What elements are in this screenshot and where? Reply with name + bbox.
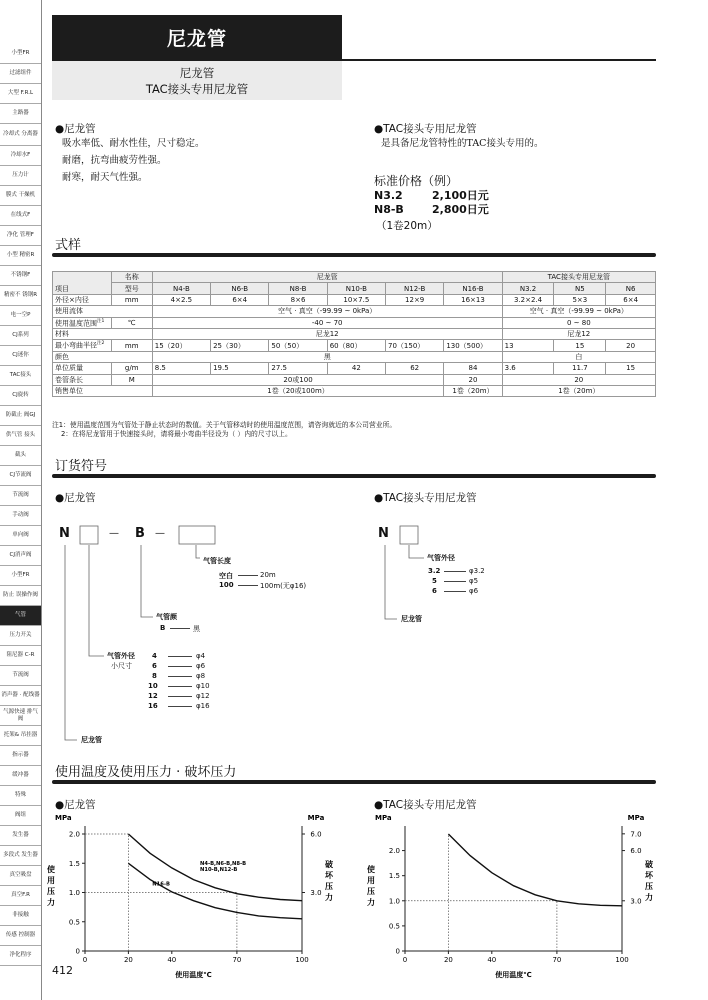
- table-cell: 10×7.5: [327, 294, 385, 305]
- subtitle-box: [52, 61, 342, 100]
- table-cell: 25（30）: [211, 340, 269, 351]
- table-row: [53, 385, 656, 396]
- table-cell: 5×3: [554, 294, 606, 305]
- sidebar-item[interactable]: 过滤组件: [0, 64, 41, 84]
- x-axis-label: 使用温度℃: [495, 971, 532, 979]
- od-code: 12: [148, 692, 158, 700]
- length-desc: 100m(无φ16): [260, 582, 307, 590]
- group-tac-header: TAC接头专用尼龙管: [502, 272, 655, 283]
- y2-axis-label: 坏: [325, 871, 333, 880]
- row-label: 使用流体: [53, 306, 153, 317]
- row-label: [53, 340, 112, 351]
- chart-left: [47, 812, 352, 979]
- table-cell: 空气 · 真空（-99.99 ~ 0kPa）: [502, 306, 655, 317]
- sidebar-item[interactable]: 不锈钢F: [0, 266, 41, 286]
- table-cell: 0 ~ 80: [502, 317, 655, 328]
- charts-section-rule: [52, 780, 656, 784]
- sidebar-item[interactable]: 冷却水F: [0, 146, 41, 166]
- right-od-code: 6: [432, 587, 437, 595]
- table-cell: 1卷（20或100m）: [152, 385, 444, 396]
- intro-right-text: 是具备尼龙管特性的TAC接头专用的。: [381, 138, 544, 149]
- length-title: 气管长度: [203, 557, 231, 565]
- table-cell: 4×2.5: [152, 294, 210, 305]
- page-number: 412: [52, 964, 73, 977]
- price-heading: 标准价格（例）: [374, 174, 459, 188]
- od-subtitle: 小尺寸: [111, 662, 132, 670]
- col-model-header: 型号: [111, 283, 152, 294]
- y-axis-label: 用: [367, 876, 375, 885]
- leader-line: [238, 575, 258, 576]
- leader-line: [168, 676, 192, 677]
- sidebar-item[interactable]: 真空F.R: [0, 886, 41, 906]
- row-label: 销售单位: [53, 385, 153, 396]
- code-dash: —: [155, 528, 165, 539]
- sidebar-item[interactable]: 净化程序: [0, 946, 41, 966]
- x-tick-label: 0: [402, 956, 408, 964]
- y-tick-label: 0: [395, 947, 400, 956]
- od-desc: φ10: [196, 682, 210, 690]
- col-item-header: 项目: [53, 272, 112, 295]
- y2-axis-label: 破: [325, 860, 333, 869]
- row-unit: ℃: [111, 317, 152, 328]
- y2-tick-label: 7.0: [630, 830, 642, 839]
- table-cell: 8×6: [269, 294, 327, 305]
- od-desc: φ6: [196, 662, 206, 670]
- sidebar-item[interactable]: 节流阀: [0, 666, 41, 686]
- od-code: 16: [148, 702, 158, 710]
- sidebar-item[interactable]: 小型 精密R: [0, 246, 41, 266]
- y-axis-label: 力: [367, 898, 375, 907]
- x-axis-label: 使用温度℃: [175, 971, 212, 979]
- y2-tick-label: 3.0: [630, 897, 642, 906]
- model-cell: N16-B: [444, 283, 502, 294]
- sidebar-item[interactable]: 单向阀: [0, 526, 41, 546]
- chart-svg: [47, 812, 352, 979]
- order-right-heading: ●TAC接头专用尼龙管: [374, 492, 477, 504]
- price-value: 2,800日元: [432, 203, 489, 216]
- right-od-code: 3.2: [428, 567, 441, 575]
- leader-line: [444, 591, 466, 592]
- intro-left-text: [62, 135, 205, 186]
- order-section-title: 订货符号: [55, 459, 108, 474]
- x-tick-label: 20: [443, 956, 453, 964]
- series-label-line: N4-B,N6-B,N8-B: [200, 861, 247, 868]
- table-row: [53, 306, 656, 317]
- model-cell: N8-B: [269, 283, 327, 294]
- y-axis-label: 力: [47, 898, 55, 907]
- y2-axis-label: 力: [645, 893, 653, 902]
- sidebar-item[interactable]: 防止 误操作阀: [0, 586, 41, 606]
- table-cell: 白: [502, 351, 655, 362]
- table-cell: 6×4: [211, 294, 269, 305]
- table-cell: -40 ~ 70: [152, 317, 502, 328]
- leader-line: [170, 628, 190, 629]
- series-line: [448, 834, 622, 906]
- table-cell: 3.2×2.4: [502, 294, 554, 305]
- spec-table: [52, 271, 656, 397]
- row-unit: mm: [111, 340, 152, 351]
- chart-svg: [367, 812, 662, 979]
- row-label: 颜色: [53, 351, 153, 362]
- sidebar-item[interactable]: 消声器 · 配线器: [0, 686, 41, 706]
- sidebar-item[interactable]: 指示器: [0, 746, 41, 766]
- subtitle-line-1: 尼龙管: [179, 66, 215, 80]
- row-label: 单位质量: [53, 363, 112, 374]
- sidebar-item[interactable]: 气管: [0, 606, 41, 626]
- spec-section-rule: [52, 253, 656, 257]
- sidebar-item[interactable]: CJ节流阀: [0, 466, 41, 486]
- length-desc: 20m: [260, 571, 276, 579]
- sidebar-item[interactable]: 特殊: [0, 786, 41, 806]
- sidebar-item[interactable]: CJ旋转: [0, 386, 41, 406]
- y2-axis-label: 压: [325, 882, 333, 891]
- right-od-title: 气管外径: [427, 554, 455, 562]
- row-unit: mm: [111, 294, 152, 305]
- model-cell: N5: [554, 283, 606, 294]
- model-cell: N4-B: [152, 283, 210, 294]
- od-desc: φ4: [196, 652, 206, 660]
- table-cell: 15（20）: [152, 340, 210, 351]
- table-cell: 60（80）: [327, 340, 385, 351]
- leader-line: [238, 585, 258, 586]
- feature-line: 耐磨，抗弯曲疲劳性强。: [62, 155, 167, 166]
- table-cell: 3.6: [502, 363, 554, 374]
- table-row: [53, 340, 656, 351]
- leader-line: [168, 706, 192, 707]
- y-unit-label: MPa: [55, 814, 72, 822]
- leader-line: [444, 581, 466, 582]
- color-title: 气管颜: [156, 613, 177, 621]
- table-cell: 20: [502, 374, 655, 385]
- model-cell: N12-B: [386, 283, 444, 294]
- order-section-rule: [52, 474, 656, 478]
- order-diagram-left: [52, 515, 352, 750]
- leader-line: [168, 666, 192, 667]
- sidebar-item[interactable]: 发生器: [0, 826, 41, 846]
- charts-section-title: 使用温度及使用压力 · 破坏压力: [55, 765, 237, 780]
- code-letter-n: N: [59, 526, 70, 541]
- footnote-mark: 注1: [97, 318, 105, 324]
- sidebar-item[interactable]: 手动阀: [0, 506, 41, 526]
- table-cell: 15: [554, 340, 606, 351]
- color-code: B: [160, 624, 166, 632]
- col-name-header: 名称: [111, 272, 152, 283]
- y2-unit-label: MPa: [627, 814, 645, 822]
- table-cell: 130（500）: [444, 340, 502, 351]
- x-tick-label: 20: [123, 956, 133, 964]
- sidebar-item[interactable]: 真空吸盘: [0, 866, 41, 886]
- sidebar-item[interactable]: 截头: [0, 446, 41, 466]
- od-title: 气管外径: [107, 652, 135, 660]
- table-row: [53, 363, 656, 374]
- page-title: 尼龙管: [52, 15, 342, 59]
- od-code: 8: [152, 672, 157, 680]
- table-cell: 尼龙12: [502, 328, 655, 339]
- code-letter-b: B: [135, 526, 145, 541]
- sidebar-item[interactable]: 压力开关: [0, 626, 41, 646]
- y-tick-label: 1.5: [68, 859, 80, 868]
- table-header-row: [53, 283, 656, 294]
- leader-line: [168, 656, 192, 657]
- sidebar-item[interactable]: 膜式 干燥机: [0, 186, 41, 206]
- right-od-desc: φ3.2: [469, 567, 485, 575]
- row-label-text: 最小弯曲半径: [55, 341, 97, 350]
- intro-left-heading: ●尼龙管: [55, 123, 96, 135]
- y-axis-label: 压: [47, 887, 55, 896]
- od-code: 10: [148, 682, 158, 690]
- sidebar-item[interactable]: CJ迷你: [0, 346, 41, 366]
- row-label: [53, 317, 112, 328]
- x-tick-label: 100: [295, 956, 309, 964]
- table-row: [53, 317, 656, 328]
- table-cell: 黑: [152, 351, 502, 362]
- sidebar-item[interactable]: 主路器: [0, 104, 41, 124]
- sidebar-item[interactable]: 大型 F.R.L: [0, 84, 41, 104]
- table-cell: 6×4: [606, 294, 656, 305]
- sidebar-item[interactable]: 防截止 阀GJ: [0, 406, 41, 426]
- footnote-mark: 注2: [97, 341, 105, 347]
- note-line: 注1：使用温度范围为气管处于静止状态时的数值。关于气管移动时的使用温度范围，请咨询就近的本公司营业所。: [52, 421, 397, 429]
- sidebar-item[interactable]: 阻尼器 C-R: [0, 646, 41, 666]
- od-code: 6: [152, 662, 157, 670]
- x-tick-label: 100: [615, 956, 629, 964]
- leader-line: [168, 686, 192, 687]
- y2-axis-label: 力: [325, 893, 333, 902]
- table-cell: 70（150）: [386, 340, 444, 351]
- table-cell: 62: [386, 363, 444, 374]
- sidebar-item[interactable]: 缓冲器: [0, 766, 41, 786]
- sidebar-item[interactable]: 小型FR: [0, 566, 41, 586]
- x-tick-label: 70: [552, 956, 562, 964]
- price-note: （1卷20m）: [376, 220, 438, 232]
- table-cell: 8.5: [152, 363, 210, 374]
- y2-tick-label: 3.0: [310, 889, 322, 897]
- price-value: 2,100日元: [432, 189, 489, 202]
- sidebar-item[interactable]: 节流阀: [0, 486, 41, 506]
- y-axis-label: 使: [47, 865, 55, 874]
- order-left-heading: ●尼龙管: [55, 492, 96, 504]
- table-cell: 16×13: [444, 294, 502, 305]
- color-desc: 黑: [193, 625, 200, 633]
- feature-line: 耐寒，耐天气性强。: [62, 172, 148, 183]
- y-axis-label: 用: [47, 876, 55, 885]
- sidebar-item[interactable]: 传感 控制器: [0, 926, 41, 946]
- order-diagram-right: [372, 515, 622, 635]
- od-code: 4: [152, 652, 157, 660]
- right-name-label: 尼龙管: [401, 615, 422, 623]
- table-cell: 50（50）: [269, 340, 327, 351]
- row-unit: g/m: [111, 363, 152, 374]
- sidebar-item[interactable]: 阀组: [0, 806, 41, 826]
- table-cell: 1卷（20m）: [502, 385, 655, 396]
- table-header-row: [53, 272, 656, 283]
- table-row: [53, 351, 656, 362]
- sidebar-item[interactable]: 托架& 吊挂器: [0, 726, 41, 746]
- right-od-desc: φ5: [469, 577, 479, 585]
- feature-line: 吸水率低、耐水性佳，尺寸稳定。: [62, 138, 205, 149]
- table-row: [53, 328, 656, 339]
- table-row: [53, 294, 656, 305]
- y-tick-label: 1.0: [68, 889, 80, 897]
- price-model: N8-B: [374, 203, 404, 216]
- chart-right: [367, 812, 662, 979]
- y-tick-label: 0.5: [68, 918, 80, 927]
- y-axis-label: 使: [367, 865, 375, 874]
- sidebar-item[interactable]: 净化 管理F: [0, 226, 41, 246]
- table-cell: 20: [606, 340, 656, 351]
- code-dash: —: [109, 528, 119, 539]
- x-tick-label: 40: [487, 956, 497, 964]
- series-label: [200, 861, 246, 873]
- sidebar-item[interactable]: CJ消声阀: [0, 546, 41, 566]
- y2-axis-label: 破: [645, 860, 653, 869]
- note-line: 2：在将尼龙管用于快速接头时，请将最小弯曲半径设为（ ）内的尺寸以上。: [61, 430, 292, 438]
- od-desc: φ16: [196, 702, 210, 710]
- chart-right-heading: ●TAC接头专用尼龙管: [374, 799, 477, 811]
- table-cell: 15: [606, 363, 656, 374]
- sidebar-item[interactable]: 供气管 接头: [0, 426, 41, 446]
- row-unit: M: [111, 374, 152, 385]
- price-model: N3.2: [374, 189, 403, 202]
- model-cell: N3.2: [502, 283, 554, 294]
- y-tick-label: 0.5: [388, 922, 400, 931]
- row-label-text: 使用温度范围: [55, 318, 97, 327]
- table-cell: 12×9: [386, 294, 444, 305]
- leader-line: [444, 571, 466, 572]
- y2-tick-label: 6.0: [310, 830, 322, 839]
- table-cell: 空气 · 真空（-99.99 ~ 0kPa）: [152, 306, 502, 317]
- model-cell: N6-B: [211, 283, 269, 294]
- table-cell: 27.5: [269, 363, 327, 374]
- right-od-code: 5: [432, 577, 437, 585]
- price-list: [374, 189, 489, 217]
- y-tick-label: 1.0: [388, 897, 400, 906]
- table-cell: 11.7: [554, 363, 606, 374]
- y-axis-label: 压: [367, 887, 375, 896]
- x-tick-label: 70: [232, 956, 242, 964]
- code-letter-n: N: [378, 526, 389, 541]
- od-desc: φ12: [196, 692, 210, 700]
- sidebar-item[interactable]: 小型FR: [0, 44, 41, 64]
- row-label: 卷管条长: [53, 374, 112, 385]
- order-diagram-lines: [52, 515, 352, 750]
- chart-left-heading: ●尼龙管: [55, 799, 96, 811]
- y-tick-label: 2.0: [68, 830, 80, 839]
- name-label: 尼龙管: [81, 736, 102, 744]
- y2-unit-label: MPa: [307, 814, 325, 822]
- table-cell: 1卷（20m）: [444, 385, 502, 396]
- x-tick-label: 0: [82, 956, 88, 964]
- sidebar-item[interactable]: 精密不 锈钢R: [0, 286, 41, 306]
- model-cell: N10-B: [327, 283, 385, 294]
- sidebar-item[interactable]: 电一空P: [0, 306, 41, 326]
- y-tick-label: 1.5: [388, 872, 400, 881]
- row-label: 外径×内径: [53, 294, 112, 305]
- group-nylon-header: 尼龙管: [152, 272, 502, 283]
- y2-tick-label: 6.0: [630, 847, 642, 856]
- sidebar-item[interactable]: 在线式F: [0, 206, 41, 226]
- sidebar-item[interactable]: 压力计: [0, 166, 41, 186]
- table-cell: 84: [444, 363, 502, 374]
- y2-axis-label: 坏: [645, 871, 653, 880]
- model-cell: N6: [606, 283, 656, 294]
- length-code: 100: [219, 581, 234, 589]
- x-tick-label: 40: [167, 956, 177, 964]
- sidebar-item[interactable]: 多段式 发生器: [0, 846, 41, 866]
- y-unit-label: MPa: [375, 814, 392, 822]
- row-label: 材料: [53, 328, 153, 339]
- leader-line: [168, 696, 192, 697]
- table-cell: 20或100: [152, 374, 444, 385]
- od-desc: φ8: [196, 672, 206, 680]
- series-label: N16-B: [152, 881, 170, 888]
- spec-notes: [52, 421, 656, 439]
- table-cell: 13: [502, 340, 554, 351]
- y2-axis-label: 压: [645, 882, 653, 891]
- table-cell: 19.5: [211, 363, 269, 374]
- sidebar-item[interactable]: TAC接头: [0, 366, 41, 386]
- spec-section-title: 式样: [55, 238, 82, 253]
- table-row: [53, 374, 656, 385]
- sidebar-item[interactable]: 气源快速 排气阀: [0, 706, 41, 726]
- intro-right-heading: ●TAC接头专用尼龙管: [374, 123, 477, 135]
- right-od-desc: φ6: [469, 587, 479, 595]
- sidebar-item[interactable]: 冷却式 分离器: [0, 124, 41, 146]
- sidebar-item[interactable]: 非接触: [0, 906, 41, 926]
- series-label-line: N10-B,N12-B: [200, 867, 238, 874]
- table-cell: 42: [327, 363, 385, 374]
- y-tick-label: 0: [75, 947, 80, 956]
- table-cell: 20: [444, 374, 502, 385]
- sidebar-item[interactable]: CJ系列: [0, 326, 41, 346]
- table-cell: 尼龙12: [152, 328, 502, 339]
- length-code: 空白: [219, 572, 233, 580]
- subtitle-line-2: TAC接头专用尼龙管: [145, 82, 249, 96]
- sidebar: [0, 0, 42, 1000]
- y-tick-label: 2.0: [388, 847, 400, 856]
